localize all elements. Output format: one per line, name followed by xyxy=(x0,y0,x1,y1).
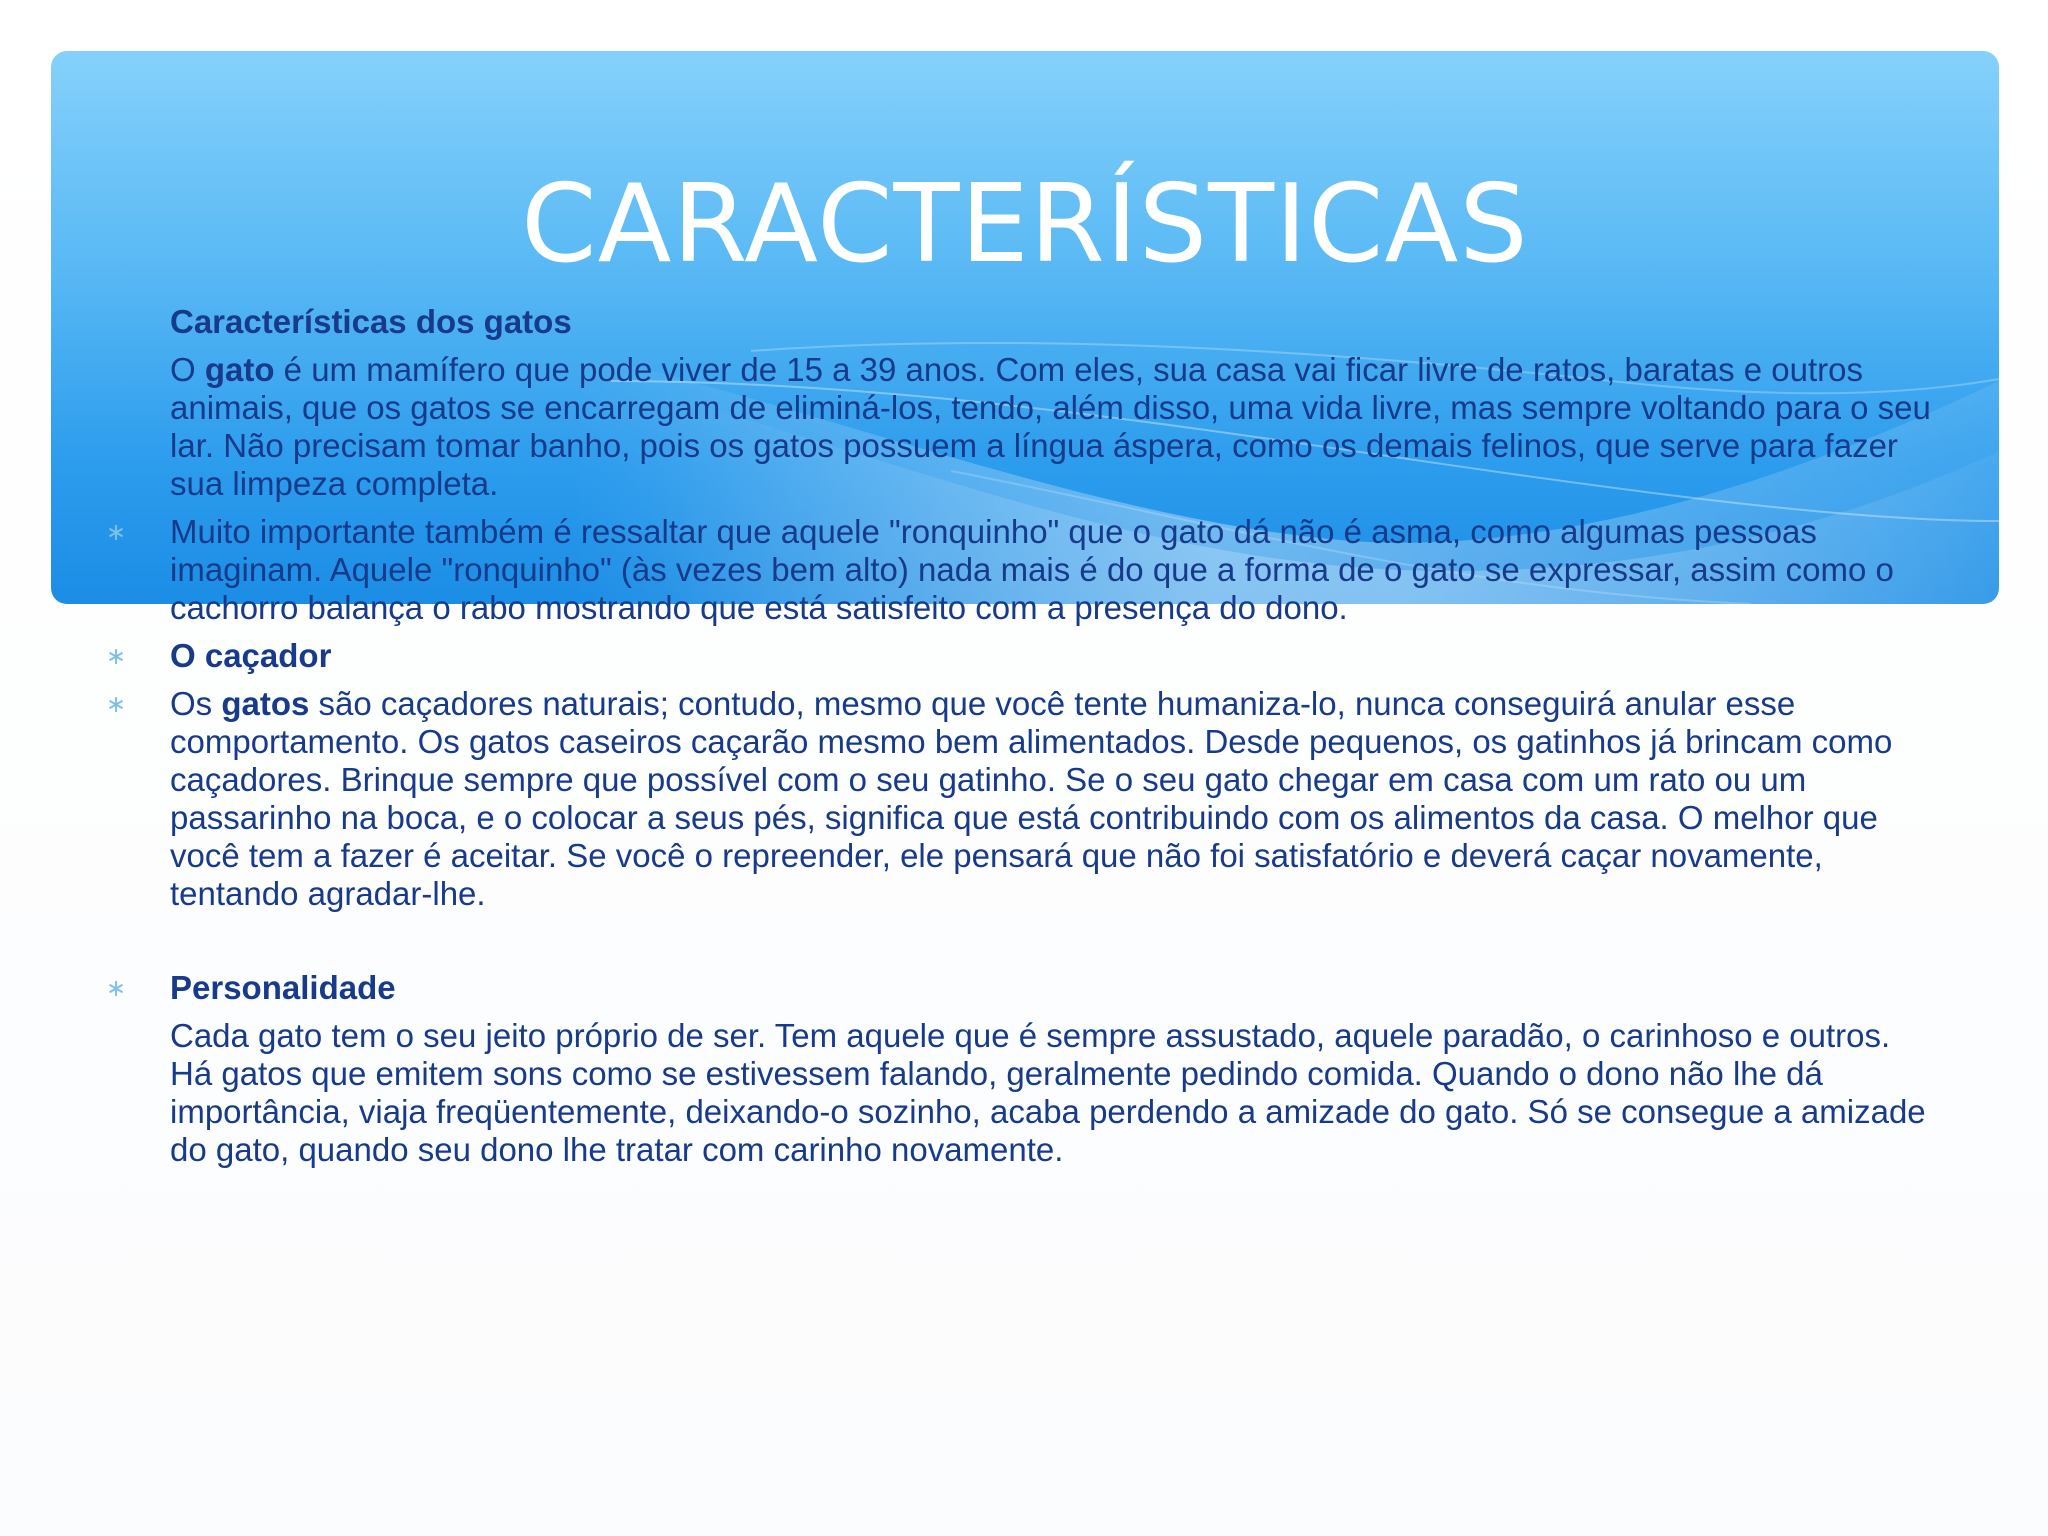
slide-body xyxy=(104,303,1934,1179)
paragraph-text: é um mamífero que pode viver de 15 a 39 anos. Com eles, sua casa vai ficar livre de ratos, baratas e outros animais, que os gatos se encarregam de eliminá-los, tendo, além disso, uma vida livre, mas sempre voltando para o seu lar. Não precisam tomar banho, pois os gatos possuem a língua áspera, como os demais felinos, que serve para fazer sua limpeza completa. xyxy=(170,351,1931,502)
paragraph-text: Cada gato tem o seu jeito próprio de ser. Tem aquele que é sempre assustado, aquele paradão, o carinhoso e outros. Há gatos que emitem sons como se estivessem falando, geralmente pedindo comida. Quando o dono não lhe dá importância, viaja freqüentemente, deixando-o sozinho, acaba perdendo a amizade do gato. Só se consegue a amizade do gato, quando seu dono lhe tratar com carinho novamente. xyxy=(170,1017,1926,1168)
bullet-icon: ∗ xyxy=(106,518,127,546)
paragraph-text: são caçadores naturais; contudo, mesmo que você tente humaniza-lo, nunca conseguirá anular esse comportamento. Os gatos caseiros caçarão mesmo bem alimentados. Desde pequenos, os gatinhos já brincam como caçadores. Brinque sempre que possível com o seu gatinho. Se o seu gato chegar em casa com um rato ou um passarinho na boca, e o colocar a seus pés, significa que está contribuindo com os alimentos da casa. O melhor que você tem a fazer é aceitar. Se você o repreender, ele pensará que não foi satisfatório e deverá caçar novamente, tentando agradar-lhe. xyxy=(170,685,1893,912)
paragraph-text: O xyxy=(170,351,205,388)
paragraph xyxy=(170,685,1892,912)
list-item xyxy=(104,303,1934,341)
bullet-icon: ∗ xyxy=(106,642,127,670)
list-item xyxy=(104,969,1934,1007)
slide-title: CARACTERÍSTICAS xyxy=(521,162,1529,287)
list-item xyxy=(104,637,1934,675)
section-heading: Personalidade xyxy=(170,969,396,1006)
list-item xyxy=(104,685,1934,913)
list-item xyxy=(104,1017,1934,1169)
paragraph xyxy=(170,351,1931,502)
list-item xyxy=(104,351,1934,503)
paragraph-text: Muito importante também é ressaltar que aquele "ronquinho" que o gato dá não é asma, como algumas pessoas imaginam. Aquele "ronquinho" (às vezes bem alto) nada mais é do que a forma de o gato se expressar, assim como o cachorro balança o rabo mostrando que está satisfeito com a presença do dono. xyxy=(170,513,1894,626)
spacer xyxy=(104,923,1934,969)
paragraph-text: Os xyxy=(170,685,222,722)
bullet-icon: ∗ xyxy=(106,690,127,718)
section-heading: O caçador xyxy=(170,637,332,674)
bold-term: gato xyxy=(204,351,275,388)
bold-term: gatos xyxy=(221,685,310,722)
list-item xyxy=(104,513,1934,627)
section-heading: Características dos gatos xyxy=(170,303,572,340)
bullet-icon: ∗ xyxy=(106,974,127,1002)
